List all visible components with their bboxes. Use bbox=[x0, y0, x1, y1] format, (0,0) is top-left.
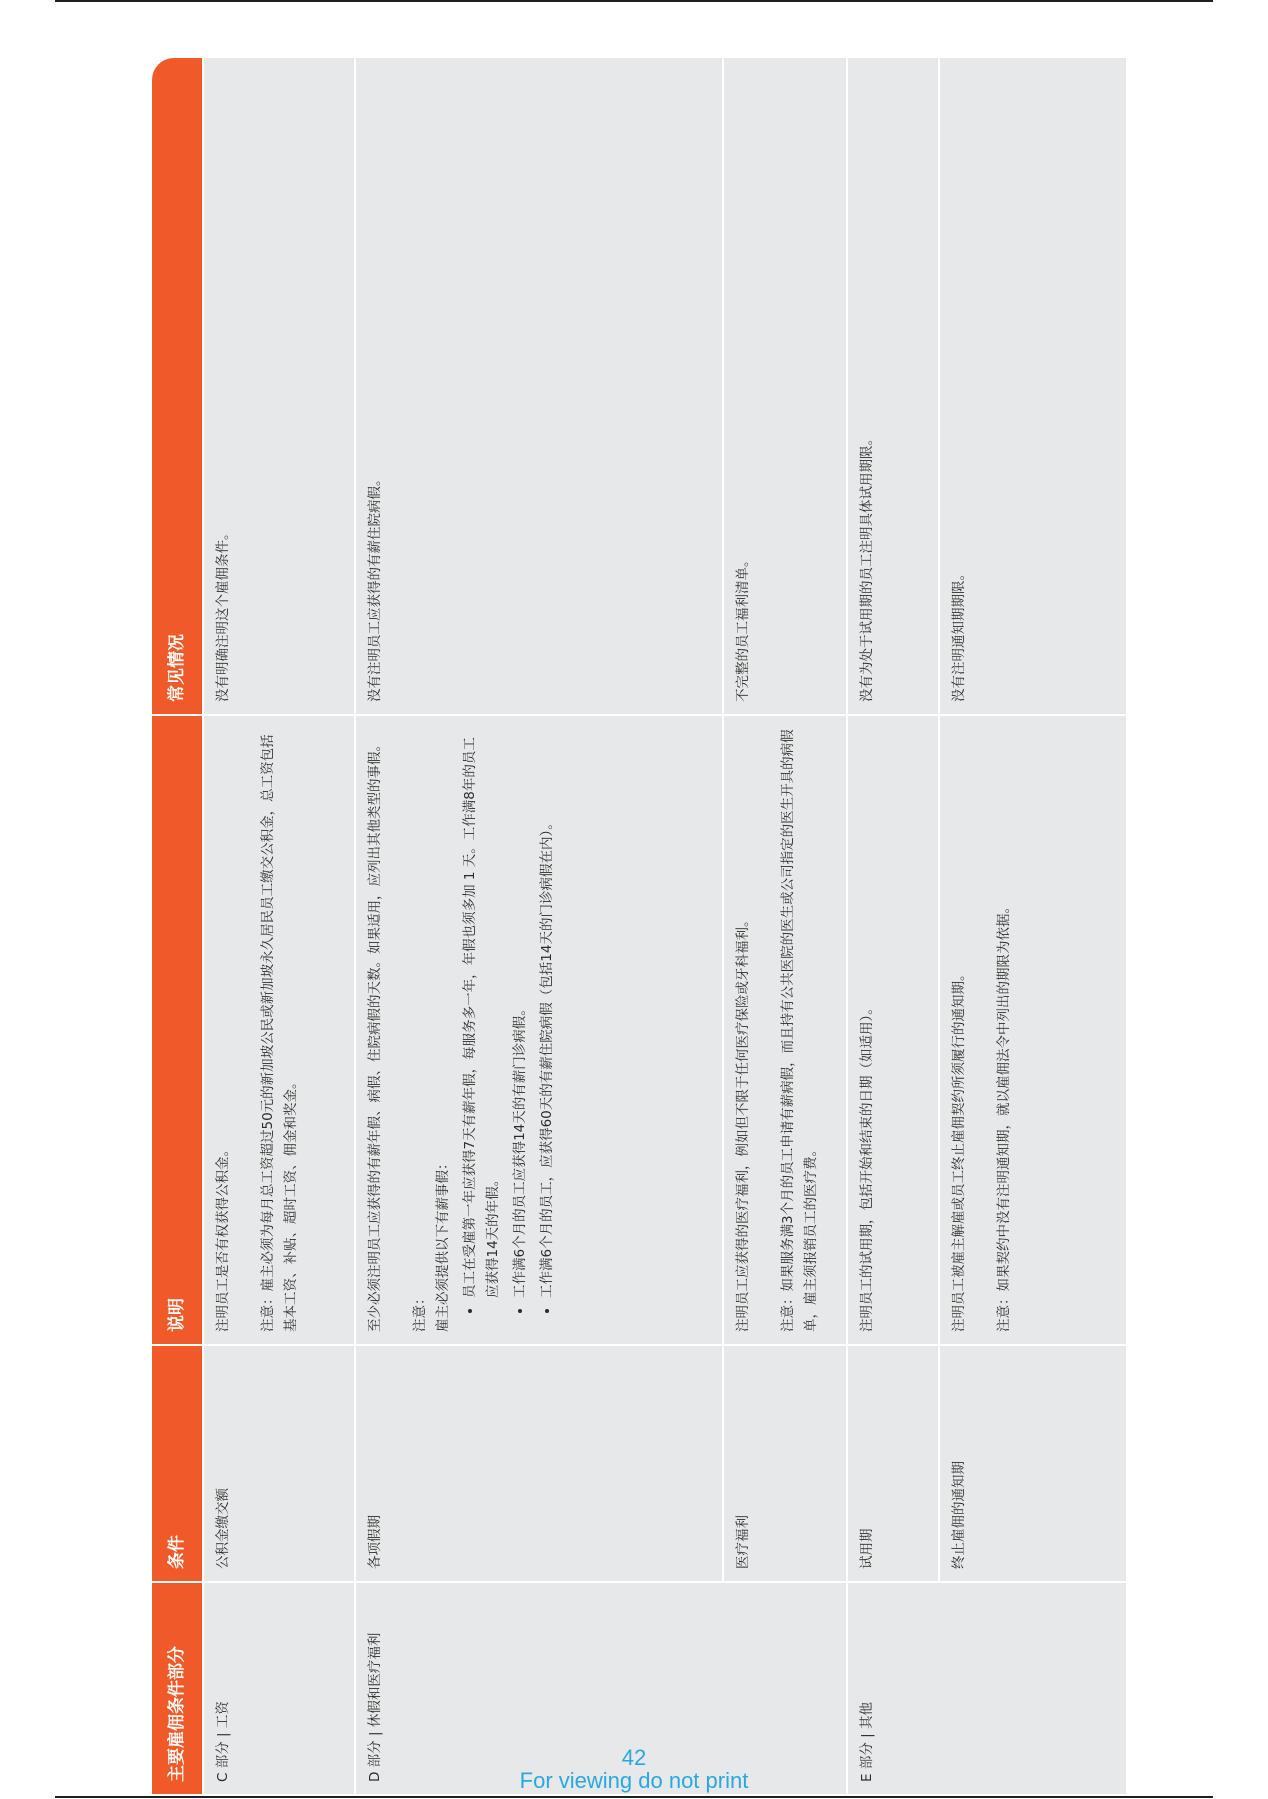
table-row bbox=[846, 58, 938, 1794]
top-rule bbox=[55, 0, 1213, 2]
header-section: 主要雇佣条件部分 bbox=[152, 1581, 202, 1794]
condition-cell: 终止雇佣的通知期 bbox=[938, 1344, 1126, 1581]
list-item: • 员工在受雇第一年应获得7天有薪年假，每服务多一年，年假也须多加 1 天。工作满8年的员工应获得14天的年假。 bbox=[459, 728, 505, 1298]
description-cell bbox=[354, 714, 722, 1344]
header-condition: 条件 bbox=[152, 1344, 202, 1581]
table-row bbox=[722, 58, 846, 1794]
note-label: 注意： bbox=[411, 1291, 428, 1332]
list-item: • 工作满6个月的员工，应获得60天的有薪住院病假（包括14天的门诊病假在内）。 bbox=[536, 728, 559, 1298]
note-text: 注意：雇主必须为每月总工资超过50元的新加坡公民或新加坡永久居民员工缴交公积金，总工资包括基本工资、补贴、超时工资、佣金和奖金。 bbox=[259, 734, 299, 1332]
table-row bbox=[938, 58, 1126, 1794]
note-text: 注意：如果契约中没有注明通知期，就以雇佣法令中列出的期限为依据。 bbox=[995, 900, 1012, 1332]
rotated-table-holder bbox=[152, 58, 1126, 1794]
header-common-cases: 常见情况 bbox=[152, 58, 202, 714]
description-text: 注明员工被雇主解雇或员工终止雇佣契约所须履行的通知期。 bbox=[951, 967, 967, 1332]
employment-conditions-table bbox=[152, 58, 1126, 1794]
description-cell bbox=[202, 714, 354, 1344]
table-row bbox=[354, 58, 722, 1794]
common-case-cell: 不完整的员工福利清单。 bbox=[722, 58, 846, 714]
bottom-rule bbox=[55, 1796, 1213, 1798]
description-text: 至少必须注明员工应获得的有薪年假、病假、住院病假的天数。如果适用，应列出其他类型的事假。 bbox=[367, 738, 383, 1332]
common-case-cell: 没有注明通知期期限。 bbox=[938, 58, 1126, 714]
common-case-cell: 没有为处于试用期的员工注明具体试用期限。 bbox=[846, 58, 938, 714]
condition-cell: 公积金缴交额 bbox=[202, 1344, 354, 1581]
common-case-cell: 没有明确注明这个雇佣条件。 bbox=[202, 58, 354, 714]
description-text: 注明员工是否有权获得公积金。 bbox=[215, 1143, 231, 1332]
condition-cell: 各项假期 bbox=[354, 1344, 722, 1581]
description-text: 注明员工的试用期，包括开始和结束的日期（如适用）。 bbox=[859, 1001, 875, 1332]
section-cell: C 部分 | 工资 bbox=[202, 1581, 354, 1794]
viewing-watermark: For viewing do not print bbox=[519, 1768, 749, 1793]
description-cell bbox=[938, 714, 1126, 1344]
table-header-row bbox=[152, 58, 202, 1794]
common-case-cell: 没有注明员工应获得的有薪住院病假。 bbox=[354, 58, 722, 714]
note-text: 注意：如果服务满3个月的员工申请有薪病假，而且持有公共医院的医生或公司指定的医生开具的病假单，雇主须报销员工的医疗费。 bbox=[779, 729, 819, 1332]
leave-bullet-list bbox=[459, 728, 559, 1332]
header-description: 说明 bbox=[152, 714, 202, 1344]
description-text: 注明员工应获得的医疗福利，例如但不限于任何医疗保险或牙科福利。 bbox=[735, 913, 751, 1332]
section-cell: E 部分 | 其他 bbox=[846, 1581, 1126, 1794]
section-cell: D 部分 | 休假和医疗福利 bbox=[354, 1581, 846, 1794]
condition-cell: 试用期 bbox=[846, 1344, 938, 1581]
note-intro: 雇主必须提供以下有薪事假： bbox=[434, 1156, 451, 1332]
page-number: 42 bbox=[621, 1745, 647, 1770]
table-row bbox=[202, 58, 354, 1794]
description-cell bbox=[722, 714, 846, 1344]
condition-cell: 医疗福利 bbox=[722, 1344, 846, 1581]
list-item: • 工作满6个月的员工应获得14天的有薪门诊病假。 bbox=[509, 728, 532, 1298]
description-cell bbox=[846, 714, 938, 1344]
